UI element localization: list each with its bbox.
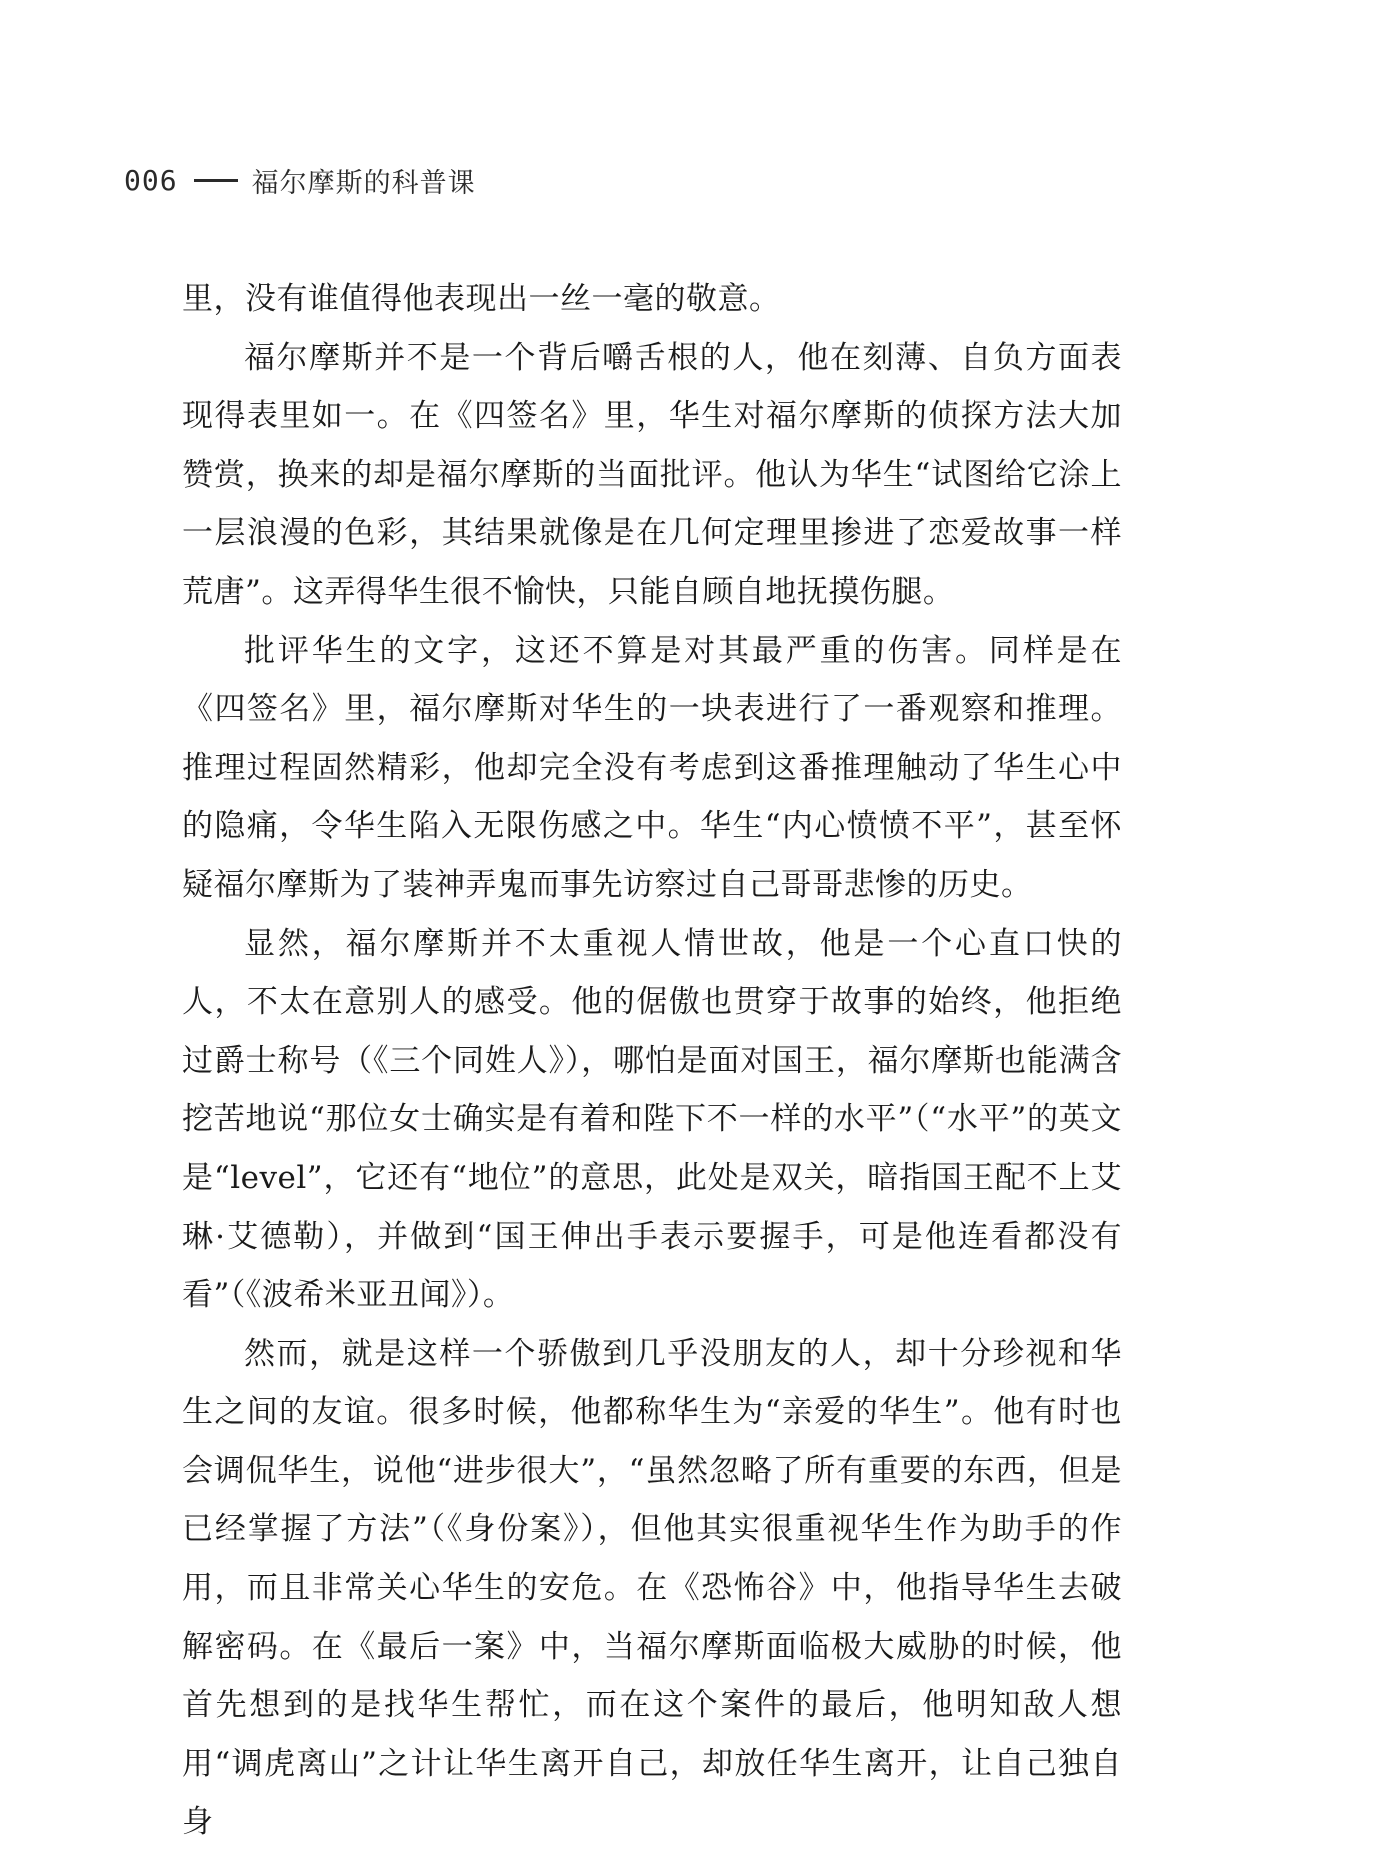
running-head [124, 160, 476, 200]
header-rule [194, 179, 238, 182]
body-text [182, 270, 1122, 1852]
page-number: 006 [124, 163, 178, 197]
paragraph-4: 显然，福尔摩斯并不太重视人情世故，他是一个心直口快的人，不太在意别人的感受。他的倨傲也贯穿于故事的始终，他拒绝过爵士称号（《三个同姓人》），哪怕是面对国王，福尔摩斯也能满含挖苦地说“那位女士确实是有着和陛下不一样的水平”（“水平”的英文是“level”，它还有“地位”的意思，此处是双关，暗指国王配不上艾琳·艾德勒），并做到“国王伸出手表示要握手，可是他连看都没有看”（《波希米亚丑闻》）。 [182, 925, 1122, 1314]
paragraph-5: 然而，就是这样一个骄傲到几乎没朋友的人，却十分珍视和华生之间的友谊。很多时候，他都称华生为“亲爱的华生”。他有时也会调侃华生，说他“进步很大”，“虽然忽略了所有重要的东西，但是已经掌握了方法”（《身份案》），但他其实很重视华生作为助手的作用，而且非常关心华生的安危。在《恐怖谷》中，他指导华生去破解密码。在《最后一案》中，当福尔摩斯面临极大威胁的时候，他首先想到的是找华生帮忙，而在这个案件的最后，他明知敌人想用“调虎离山”之计让华生离开自己，却放任华生离开，让自己独自身 [182, 1335, 1122, 1841]
book-title: 福尔摩斯的科普课 [251, 167, 476, 199]
paragraph-1: 里，没有谁值得他表现出一丝一毫的敬意。 [182, 281, 781, 317]
paragraph-2: 福尔摩斯并不是一个背后嚼舌根的人，他在刻薄、自负方面表现得表里如一。在《四签名》里，华生对福尔摩斯的侦探方法大加赞赏，换来的却是福尔摩斯的当面批评。他认为华生“试图给它涂上一层浪漫的色彩，其结果就像是在几何定理里掺进了恋爱故事一样荒唐”。这弄得华生很不愉快，只能自顾自地抚摸伤腿。 [182, 339, 1122, 610]
paragraph-3: 批评华生的文字，这还不算是对其最严重的伤害。同样是在《四签名》里，福尔摩斯对华生的一块表进行了一番观察和推理。推理过程固然精彩，他却完全没有考虑到这番推理触动了华生心中的隐痛，令华生陷入无限伤感之中。华生“内心愤愤不平”，甚至怀疑福尔摩斯为了装神弄鬼而事先访察过自己哥哥悲惨的历史。 [182, 632, 1122, 903]
